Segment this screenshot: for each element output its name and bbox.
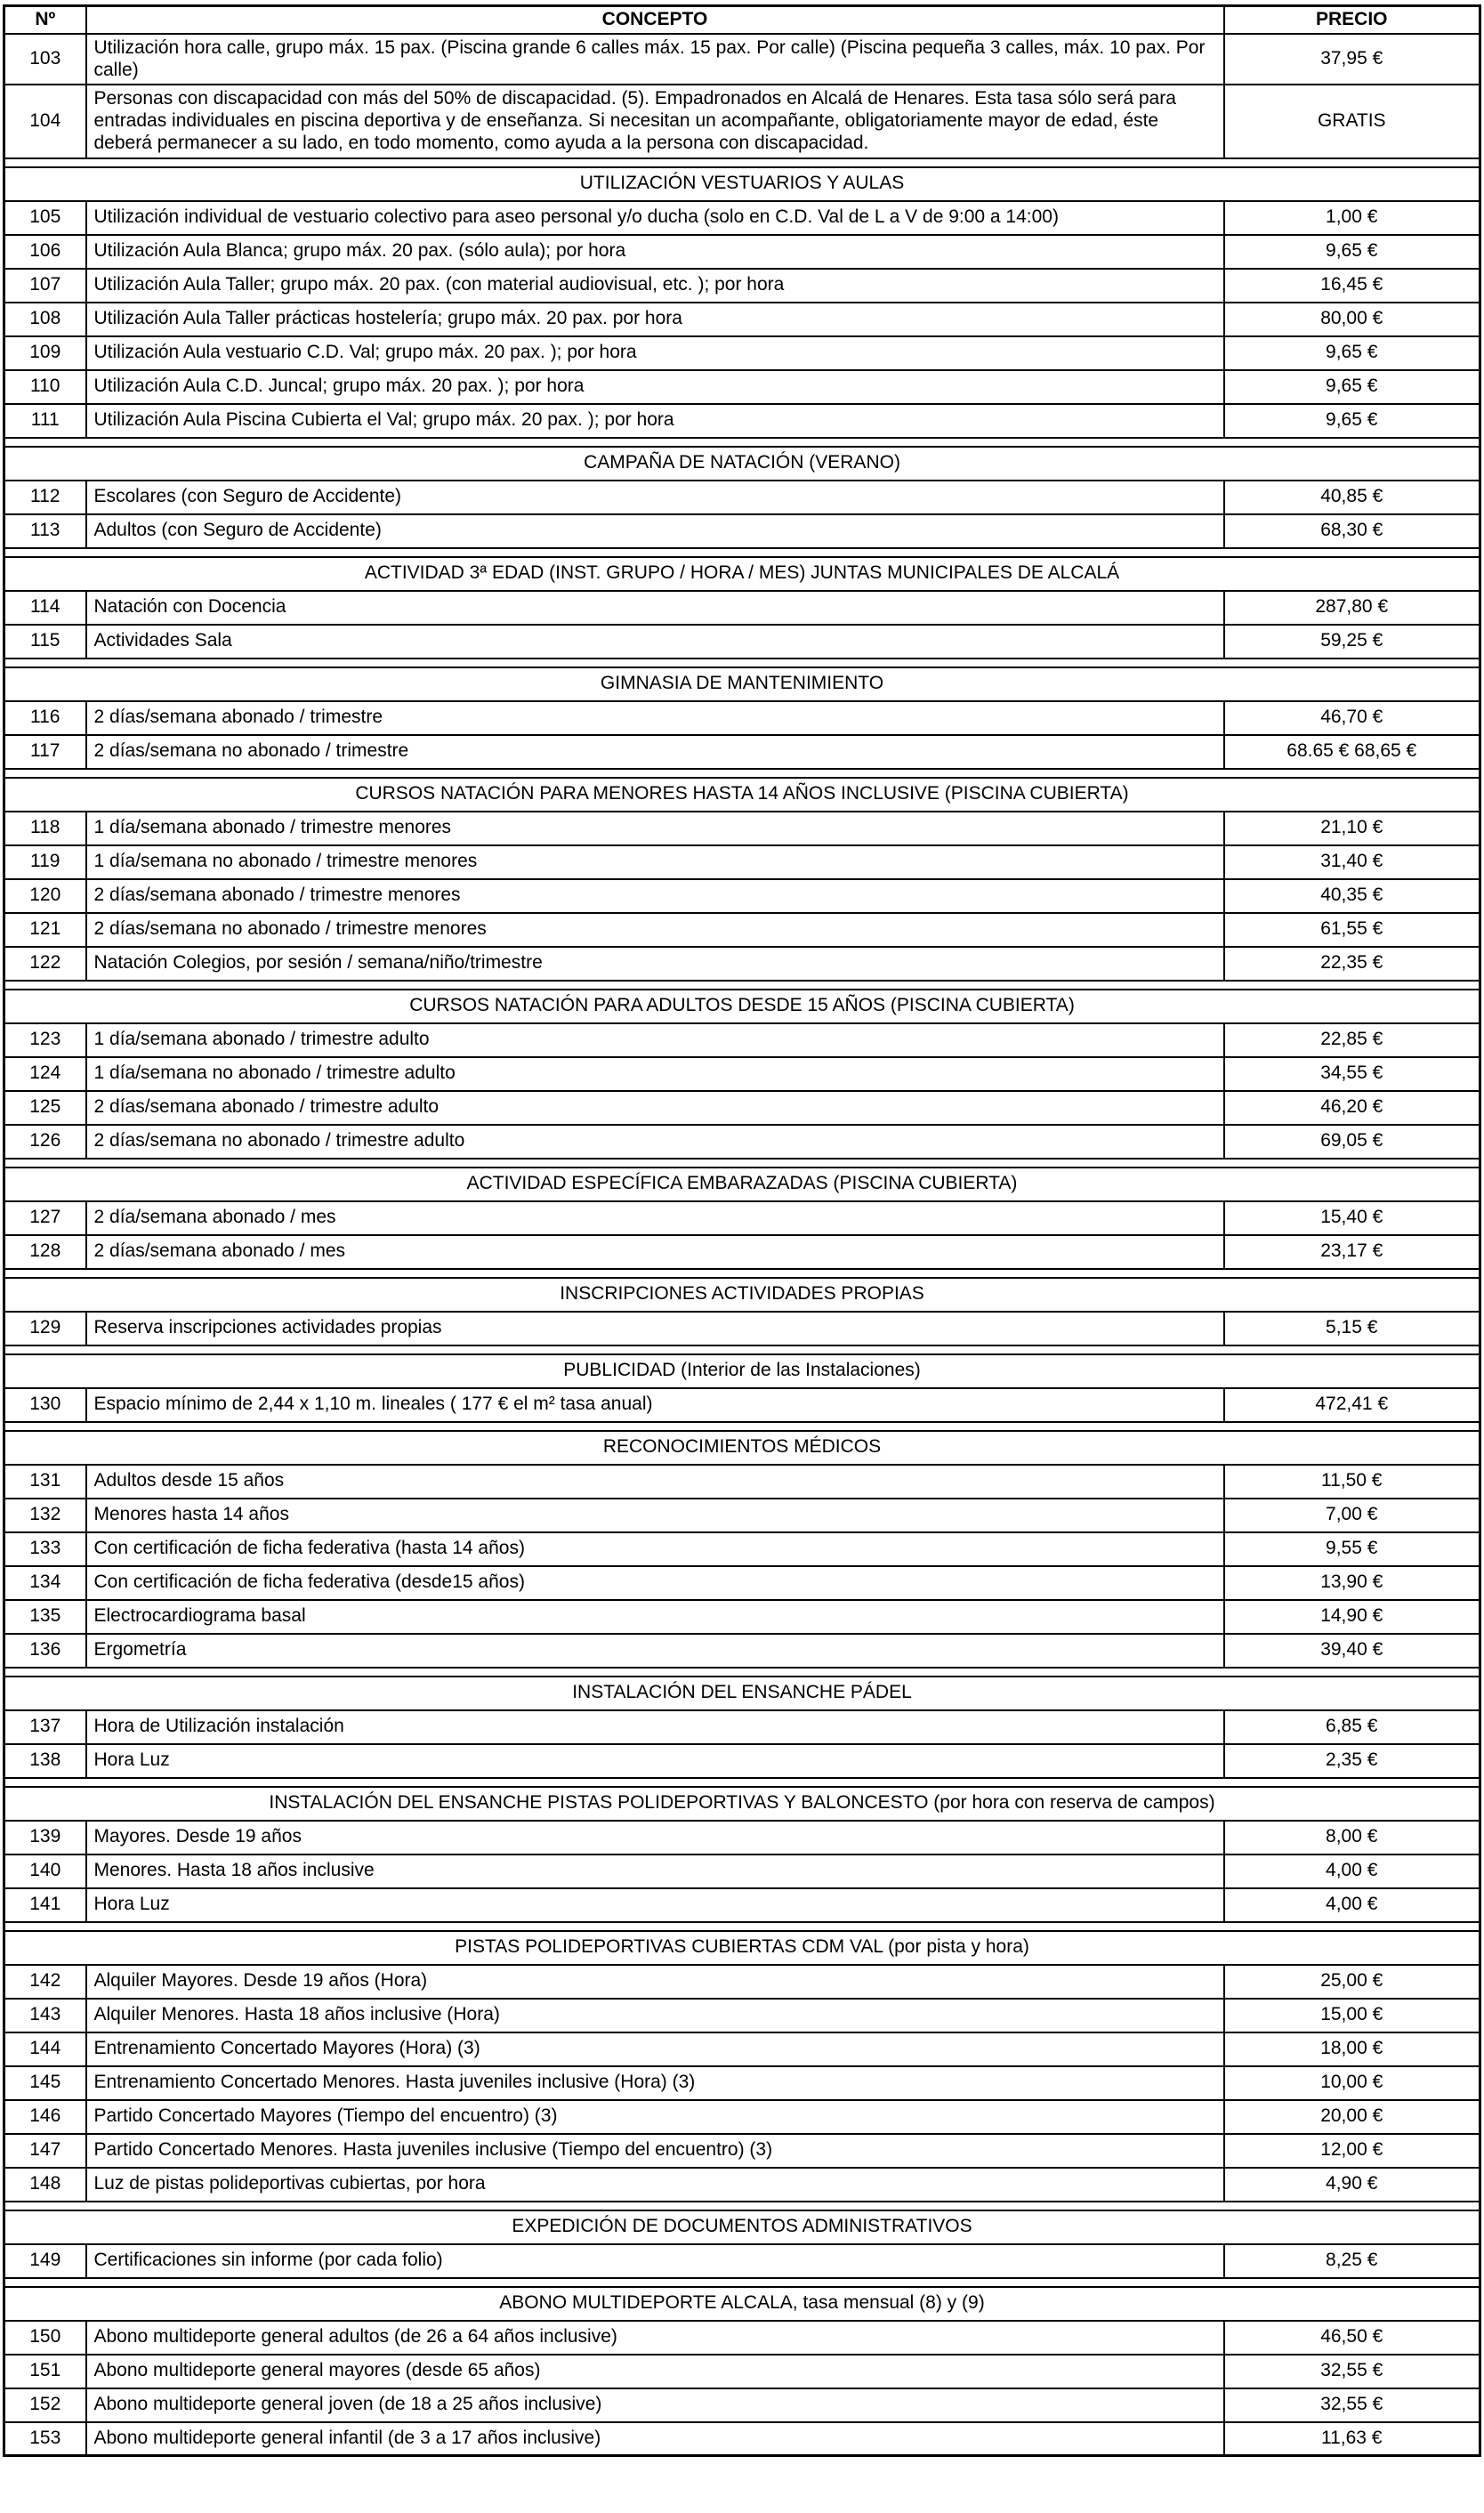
row-number-cell: 116	[4, 701, 86, 735]
row-concept-cell: Partido Concertado Menores. Hasta juveniles inclusive (Tiempo del encuentro) (3)	[86, 2134, 1224, 2168]
table-row	[4, 235, 1480, 269]
section-header-row	[4, 1677, 1480, 1710]
table-row	[4, 481, 1480, 514]
row-number-cell: 109	[4, 336, 86, 370]
row-price-cell: 5,15 €	[1224, 1312, 1480, 1345]
spacer-cell	[4, 158, 1480, 167]
row-price-cell: 32,55 €	[1224, 2355, 1480, 2388]
row-price-cell: 40,35 €	[1224, 879, 1480, 913]
row-concept-cell: 2 días/semana no abonado / trimestre menores	[86, 913, 1224, 947]
row-concept-cell: Adultos desde 15 años	[86, 1465, 1224, 1499]
table-row	[4, 2134, 1480, 2168]
row-price-cell: 23,17 €	[1224, 1235, 1480, 1269]
table-row	[4, 913, 1480, 947]
row-number-cell: 104	[4, 85, 86, 158]
table-row	[4, 2066, 1480, 2100]
table-row	[4, 1465, 1480, 1499]
row-price-cell: 21,10 €	[1224, 812, 1480, 845]
spacer-cell	[4, 659, 1480, 667]
section-spacer-row	[4, 1778, 1480, 1787]
spacer-cell	[4, 1422, 1480, 1431]
row-number-cell: 105	[4, 201, 86, 235]
row-number-cell: 137	[4, 1710, 86, 1744]
row-number-cell: 146	[4, 2100, 86, 2134]
section-spacer-row	[4, 1668, 1480, 1677]
row-price-cell: 11,63 €	[1224, 2422, 1480, 2456]
table-row	[4, 1965, 1480, 1999]
section-spacer-row	[4, 659, 1480, 667]
row-price-cell: 22,85 €	[1224, 1023, 1480, 1057]
section-header-label: RECONOCIMIENTOS MÉDICOS	[4, 1431, 1480, 1465]
spacer-cell	[4, 1269, 1480, 1278]
row-number-cell: 145	[4, 2066, 86, 2100]
row-number-cell: 126	[4, 1125, 86, 1159]
row-concept-cell: Abono multideporte general infantil (de 3 a 17 años inclusive)	[86, 2422, 1224, 2456]
row-number-cell: 152	[4, 2388, 86, 2422]
row-number-cell: 132	[4, 1499, 86, 1532]
row-price-cell: 46,50 €	[1224, 2321, 1480, 2355]
row-concept-cell: Utilización Aula Blanca; grupo máx. 20 pax. (sólo aula); por hora	[86, 235, 1224, 269]
table-row	[4, 1023, 1480, 1057]
row-price-cell: 11,50 €	[1224, 1465, 1480, 1499]
table-row	[4, 269, 1480, 303]
table-row	[4, 2355, 1480, 2388]
spacer-cell	[4, 2202, 1480, 2210]
row-number-cell: 129	[4, 1312, 86, 1345]
row-concept-cell: Abono multideporte general mayores (desde 65 años)	[86, 2355, 1224, 2388]
section-header-label: GIMNASIA DE MANTENIMIENTO	[4, 667, 1480, 701]
section-header-label: PUBLICIDAD (Interior de las Instalaciones)	[4, 1354, 1480, 1388]
spacer-cell	[4, 981, 1480, 990]
section-header-row	[4, 667, 1480, 701]
row-number-cell: 148	[4, 2168, 86, 2202]
section-spacer-row	[4, 1269, 1480, 1278]
row-price-cell: 31,40 €	[1224, 845, 1480, 879]
table-row	[4, 1201, 1480, 1235]
row-price-cell: 4,00 €	[1224, 1888, 1480, 1922]
row-concept-cell: 2 días/semana no abonado / trimestre	[86, 735, 1224, 769]
column-header-concept: CONCEPTO	[86, 6, 1224, 34]
row-number-cell: 107	[4, 269, 86, 303]
row-concept-cell: Actividades Sala	[86, 625, 1224, 659]
row-number-cell: 115	[4, 625, 86, 659]
row-concept-cell: Menores. Hasta 18 años inclusive	[86, 1854, 1224, 1888]
section-spacer-row	[4, 1422, 1480, 1431]
row-price-cell: 8,25 €	[1224, 2244, 1480, 2278]
row-concept-cell: Hora de Utilización instalación	[86, 1710, 1224, 1744]
row-concept-cell: 2 días/semana abonado / trimestre	[86, 701, 1224, 735]
row-number-cell: 123	[4, 1023, 86, 1057]
table-row	[4, 879, 1480, 913]
row-concept-cell: 1 día/semana no abonado / trimestre menores	[86, 845, 1224, 879]
row-number-cell: 106	[4, 235, 86, 269]
row-price-cell: 22,35 €	[1224, 947, 1480, 981]
table-row	[4, 735, 1480, 769]
row-concept-cell: Hora Luz	[86, 1888, 1224, 1922]
row-number-cell: 138	[4, 1744, 86, 1778]
table-header-row	[4, 6, 1480, 34]
table-row	[4, 1888, 1480, 1922]
row-number-cell: 140	[4, 1854, 86, 1888]
table-row	[4, 845, 1480, 879]
table-row	[4, 514, 1480, 548]
spacer-cell	[4, 1778, 1480, 1787]
row-price-cell: 80,00 €	[1224, 303, 1480, 336]
section-header-row	[4, 167, 1480, 201]
row-number-cell: 110	[4, 370, 86, 404]
table-row	[4, 2032, 1480, 2066]
table-row	[4, 1499, 1480, 1532]
section-header-label: CURSOS NATACIÓN PARA MENORES HASTA 14 AÑOS INCLUSIVE (PISCINA CUBIERTA)	[4, 778, 1480, 812]
row-concept-cell: Personas con discapacidad con más del 50% de discapacidad. (5). Empadronados en Alcalá de Henares. Esta tasa sólo será para entradas individuales en piscina deportiva y de enseñanza. Si necesitan un acompañante, obligatoriamente mayor de edad, éste deberá permanecer a su lado, en todo momento, como ayuda a la persona con discapacidad.	[86, 85, 1224, 158]
row-price-cell: 7,00 €	[1224, 1499, 1480, 1532]
spacer-cell	[4, 769, 1480, 778]
section-header-label: ACTIVIDAD 3ª EDAD (INST. GRUPO / HORA / MES) JUNTAS MUNICIPALES DE ALCALÁ	[4, 557, 1480, 591]
section-header-row	[4, 2210, 1480, 2244]
row-price-cell: GRATIS	[1224, 85, 1480, 158]
row-concept-cell: 2 días/semana abonado / mes	[86, 1235, 1224, 1269]
table-row	[4, 85, 1480, 158]
row-number-cell: 131	[4, 1465, 86, 1499]
row-price-cell: 8,00 €	[1224, 1821, 1480, 1854]
section-spacer-row	[4, 1345, 1480, 1354]
table-row	[4, 1057, 1480, 1091]
table-row	[4, 2422, 1480, 2456]
spacer-cell	[4, 438, 1480, 447]
section-header-row	[4, 1931, 1480, 1965]
table-row	[4, 201, 1480, 235]
row-number-cell: 139	[4, 1821, 86, 1854]
section-spacer-row	[4, 1159, 1480, 1168]
section-spacer-row	[4, 2202, 1480, 2210]
table-row	[4, 1532, 1480, 1566]
row-number-cell: 149	[4, 2244, 86, 2278]
row-price-cell: 25,00 €	[1224, 1965, 1480, 1999]
row-price-cell: 46,70 €	[1224, 701, 1480, 735]
section-header-label: INSTALACIÓN DEL ENSANCHE PISTAS POLIDEPORTIVAS Y BALONCESTO (por hora con reserva de campos)	[4, 1787, 1480, 1821]
table-row	[4, 701, 1480, 735]
row-concept-cell: 2 día/semana abonado / mes	[86, 1201, 1224, 1235]
table-row	[4, 1312, 1480, 1345]
section-header-row	[4, 1787, 1480, 1821]
row-number-cell: 142	[4, 1965, 86, 1999]
row-number-cell: 119	[4, 845, 86, 879]
table-row	[4, 2388, 1480, 2422]
row-concept-cell: Espacio mínimo de 2,44 x 1,10 m. lineales ( 177 € el m² tasa anual)	[86, 1388, 1224, 1422]
table-row	[4, 336, 1480, 370]
row-concept-cell: Reserva inscripciones actividades propias	[86, 1312, 1224, 1345]
row-concept-cell: 1 día/semana abonado / trimestre adulto	[86, 1023, 1224, 1057]
row-number-cell: 112	[4, 481, 86, 514]
table-row	[4, 1854, 1480, 1888]
table-row	[4, 370, 1480, 404]
section-header-row	[4, 1431, 1480, 1465]
row-number-cell: 122	[4, 947, 86, 981]
section-header-row	[4, 447, 1480, 481]
row-price-cell: 32,55 €	[1224, 2388, 1480, 2422]
table-row	[4, 812, 1480, 845]
row-concept-cell: Escolares (con Seguro de Accidente)	[86, 481, 1224, 514]
row-concept-cell: Natación Colegios, por sesión / semana/niño/trimestre	[86, 947, 1224, 981]
row-concept-cell: Adultos (con Seguro de Accidente)	[86, 514, 1224, 548]
row-price-cell: 16,45 €	[1224, 269, 1480, 303]
row-price-cell: 9,65 €	[1224, 370, 1480, 404]
row-number-cell: 147	[4, 2134, 86, 2168]
row-price-cell: 1,00 €	[1224, 201, 1480, 235]
table-row	[4, 34, 1480, 85]
spacer-cell	[4, 1922, 1480, 1931]
row-number-cell: 111	[4, 404, 86, 438]
row-concept-cell: Utilización Aula Taller prácticas hostelería; grupo máx. 20 pax. por hora	[86, 303, 1224, 336]
row-number-cell: 135	[4, 1600, 86, 1634]
section-header-label: CAMPAÑA DE NATACIÓN (VERANO)	[4, 447, 1480, 481]
table-row	[4, 404, 1480, 438]
row-price-cell: 61,55 €	[1224, 913, 1480, 947]
row-concept-cell: Utilización hora calle, grupo máx. 15 pax. (Piscina grande 6 calles máx. 15 pax. Por calle) (Piscina pequeña 3 calles, máx. 10 pax. Por calle)	[86, 34, 1224, 85]
section-header-row	[4, 2287, 1480, 2321]
section-spacer-row	[4, 1922, 1480, 1931]
spacer-cell	[4, 1668, 1480, 1677]
row-number-cell: 124	[4, 1057, 86, 1091]
row-number-cell: 125	[4, 1091, 86, 1125]
column-header-num: Nº	[4, 6, 86, 34]
row-price-cell: 68.65 € 68,65 €	[1224, 735, 1480, 769]
column-header-price: PRECIO	[1224, 6, 1480, 34]
table-row	[4, 1999, 1480, 2032]
table-body	[4, 34, 1480, 2456]
row-price-cell: 2,35 €	[1224, 1744, 1480, 1778]
row-price-cell: 40,85 €	[1224, 481, 1480, 514]
section-header-label: PISTAS POLIDEPORTIVAS CUBIERTAS CDM VAL (por pista y hora)	[4, 1931, 1480, 1965]
row-concept-cell: Utilización Aula C.D. Juncal; grupo máx. 20 pax. ); por hora	[86, 370, 1224, 404]
row-price-cell: 37,95 €	[1224, 34, 1480, 85]
row-concept-cell: Abono multideporte general joven (de 18 a 25 años inclusive)	[86, 2388, 1224, 2422]
row-price-cell: 9,55 €	[1224, 1532, 1480, 1566]
row-concept-cell: Menores hasta 14 años	[86, 1499, 1224, 1532]
row-concept-cell: Utilización Aula vestuario C.D. Val; grupo máx. 20 pax. ); por hora	[86, 336, 1224, 370]
section-header-label: ABONO MULTIDEPORTE ALCALA, tasa mensual (8) y (9)	[4, 2287, 1480, 2321]
row-concept-cell: Alquiler Mayores. Desde 19 años (Hora)	[86, 1965, 1224, 1999]
row-price-cell: 9,65 €	[1224, 235, 1480, 269]
row-price-cell: 12,00 €	[1224, 2134, 1480, 2168]
table-row	[4, 1091, 1480, 1125]
row-number-cell: 127	[4, 1201, 86, 1235]
row-price-cell: 18,00 €	[1224, 2032, 1480, 2066]
spacer-cell	[4, 1345, 1480, 1354]
section-header-row	[4, 778, 1480, 812]
row-concept-cell: Ergometría	[86, 1634, 1224, 1668]
row-concept-cell: 1 día/semana no abonado / trimestre adulto	[86, 1057, 1224, 1091]
table-row	[4, 625, 1480, 659]
row-concept-cell: Utilización Aula Taller; grupo máx. 20 pax. (con material audiovisual, etc. ); por hora	[86, 269, 1224, 303]
row-price-cell: 10,00 €	[1224, 2066, 1480, 2100]
section-header-label: UTILIZACIÓN VESTUARIOS Y AULAS	[4, 167, 1480, 201]
table-row	[4, 591, 1480, 625]
row-concept-cell: Partido Concertado Mayores (Tiempo del encuentro) (3)	[86, 2100, 1224, 2134]
section-spacer-row	[4, 158, 1480, 167]
table-row	[4, 1744, 1480, 1778]
row-price-cell: 15,00 €	[1224, 1999, 1480, 2032]
table-row	[4, 2100, 1480, 2134]
table-row	[4, 1125, 1480, 1159]
row-concept-cell: Hora Luz	[86, 1744, 1224, 1778]
row-number-cell: 118	[4, 812, 86, 845]
row-number-cell: 151	[4, 2355, 86, 2388]
row-price-cell: 59,25 €	[1224, 625, 1480, 659]
table-row	[4, 2168, 1480, 2202]
row-number-cell: 141	[4, 1888, 86, 1922]
section-spacer-row	[4, 981, 1480, 990]
row-price-cell: 4,90 €	[1224, 2168, 1480, 2202]
section-header-label: ACTIVIDAD ESPECÍFICA EMBARAZADAS (PISCINA CUBIERTA)	[4, 1168, 1480, 1201]
row-concept-cell: Luz de pistas polideportivas cubiertas, por hora	[86, 2168, 1224, 2202]
row-concept-cell: 2 días/semana abonado / trimestre menores	[86, 879, 1224, 913]
section-header-label: CURSOS NATACIÓN PARA ADULTOS DESDE 15 AÑOS (PISCINA CUBIERTA)	[4, 990, 1480, 1023]
row-price-cell: 20,00 €	[1224, 2100, 1480, 2134]
price-table	[3, 4, 1481, 2457]
table-row	[4, 1710, 1480, 1744]
row-concept-cell: Abono multideporte general adultos (de 26 a 64 años inclusive)	[86, 2321, 1224, 2355]
row-number-cell: 108	[4, 303, 86, 336]
row-number-cell: 130	[4, 1388, 86, 1422]
row-concept-cell: Entrenamiento Concertado Menores. Hasta juveniles inclusive (Hora) (3)	[86, 2066, 1224, 2100]
row-concept-cell: 1 día/semana abonado / trimestre menores	[86, 812, 1224, 845]
row-concept-cell: Electrocardiograma basal	[86, 1600, 1224, 1634]
table-row	[4, 2321, 1480, 2355]
row-price-cell: 287,80 €	[1224, 591, 1480, 625]
row-price-cell: 34,55 €	[1224, 1057, 1480, 1091]
table-row	[4, 1566, 1480, 1600]
row-number-cell: 150	[4, 2321, 86, 2355]
row-price-cell: 9,65 €	[1224, 336, 1480, 370]
row-price-cell: 69,05 €	[1224, 1125, 1480, 1159]
spacer-cell	[4, 1159, 1480, 1168]
section-spacer-row	[4, 2278, 1480, 2287]
spacer-cell	[4, 548, 1480, 557]
row-number-cell: 128	[4, 1235, 86, 1269]
row-concept-cell: Con certificación de ficha federativa (desde15 años)	[86, 1566, 1224, 1600]
table-row	[4, 1634, 1480, 1668]
row-price-cell: 9,65 €	[1224, 404, 1480, 438]
table-row	[4, 947, 1480, 981]
row-number-cell: 113	[4, 514, 86, 548]
row-concept-cell: Entrenamiento Concertado Mayores (Hora) (3)	[86, 2032, 1224, 2066]
section-spacer-row	[4, 548, 1480, 557]
row-price-cell: 15,40 €	[1224, 1201, 1480, 1235]
table-row	[4, 303, 1480, 336]
section-header-row	[4, 990, 1480, 1023]
row-number-cell: 153	[4, 2422, 86, 2456]
row-price-cell: 4,00 €	[1224, 1854, 1480, 1888]
row-price-cell: 472,41 €	[1224, 1388, 1480, 1422]
row-price-cell: 68,30 €	[1224, 514, 1480, 548]
section-spacer-row	[4, 769, 1480, 778]
section-header-row	[4, 1354, 1480, 1388]
table-row	[4, 1235, 1480, 1269]
row-number-cell: 133	[4, 1532, 86, 1566]
table-row	[4, 1821, 1480, 1854]
table-row	[4, 1600, 1480, 1634]
row-concept-cell: Con certificación de ficha federativa (hasta 14 años)	[86, 1532, 1224, 1566]
row-concept-cell: Utilización individual de vestuario colectivo para aseo personal y/o ducha (solo en C.D. Val de L a V de 9:00 a 14:00)	[86, 201, 1224, 235]
section-header-label: INSTALACIÓN DEL ENSANCHE PÁDEL	[4, 1677, 1480, 1710]
row-concept-cell: Certificaciones sin informe (por cada folio)	[86, 2244, 1224, 2278]
row-concept-cell: Alquiler Menores. Hasta 18 años inclusive (Hora)	[86, 1999, 1224, 2032]
section-header-row	[4, 1278, 1480, 1312]
row-number-cell: 136	[4, 1634, 86, 1668]
row-number-cell: 121	[4, 913, 86, 947]
row-concept-cell: 2 días/semana no abonado / trimestre adulto	[86, 1125, 1224, 1159]
row-price-cell: 13,90 €	[1224, 1566, 1480, 1600]
spacer-cell	[4, 2278, 1480, 2287]
table-row	[4, 1388, 1480, 1422]
row-price-cell: 6,85 €	[1224, 1710, 1480, 1744]
row-price-cell: 14,90 €	[1224, 1600, 1480, 1634]
row-price-cell: 39,40 €	[1224, 1634, 1480, 1668]
section-header-label: EXPEDICIÓN DE DOCUMENTOS ADMINISTRATIVOS	[4, 2210, 1480, 2244]
row-number-cell: 103	[4, 34, 86, 85]
section-header-row	[4, 557, 1480, 591]
row-number-cell: 143	[4, 1999, 86, 2032]
section-spacer-row	[4, 438, 1480, 447]
row-number-cell: 120	[4, 879, 86, 913]
row-concept-cell: Natación con Docencia	[86, 591, 1224, 625]
row-number-cell: 114	[4, 591, 86, 625]
section-header-label: INSCRIPCIONES ACTIVIDADES PROPIAS	[4, 1278, 1480, 1312]
row-concept-cell: Utilización Aula Piscina Cubierta el Val; grupo máx. 20 pax. ); por hora	[86, 404, 1224, 438]
row-number-cell: 117	[4, 735, 86, 769]
table-row	[4, 2244, 1480, 2278]
row-number-cell: 144	[4, 2032, 86, 2066]
row-concept-cell: 2 días/semana abonado / trimestre adulto	[86, 1091, 1224, 1125]
row-concept-cell: Mayores. Desde 19 años	[86, 1821, 1224, 1854]
row-price-cell: 46,20 €	[1224, 1091, 1480, 1125]
row-number-cell: 134	[4, 1566, 86, 1600]
section-header-row	[4, 1168, 1480, 1201]
